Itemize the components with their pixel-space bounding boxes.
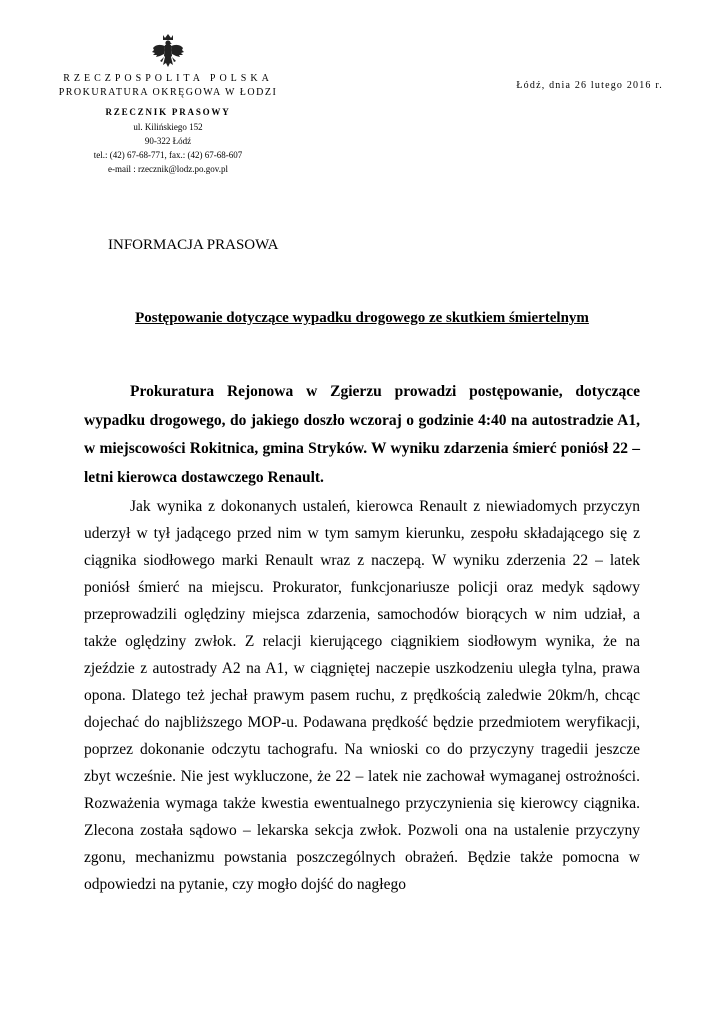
- letterhead-city: 90-322 Łódź: [144, 136, 192, 146]
- polish-eagle-emblem-icon: [151, 32, 185, 70]
- body-paragraph: Jak wynika z dokonanych ustaleń, kierowca Renault z niewiadomych przyczyn uderzył w tył jadącego przed nim w tym samym kierunku, zespołu składającego się z ciągnika siodłowego marki Renault wraz z naczepą. W wyniku zderzenia 22 – latek poniósł śmierć na miejscu. Prokurator, funkcjonariusze policji oraz medyk sądowy przeprowadzili oględziny miejsca zdarzenia, samochodów biorących w nim udział, a także oględziny zwłok. Z relacji kierującego ciągnikiem siodłowym wynika, że na zjeździe z autostrady A2 na A1, w ciągniętej naczepie uszkodzeniu uległa tylna, prawa opona. Dlatego też jechał prawym pasem ruchu, z prędkością zaledwie 20km/h, chcąc dojechać do najbliższego MOP-u. Podawana prędkość będzie przedmiotem weryfikacji, poprzez dokonanie odczytu tachografu. Na wnioski co do przyczyny tragedii jeszcze zbyt wcześnie. Nie jest wykluczone, że 22 – latek nie zachował wymaganej ostrożności. Rozważenia wymaga także kwestia ewentualnego przyczynienia się kierowcy ciągnika. Zlecona została sądowo – lekarska sekcja zwłok. Pozwoli ona na ustalenie przyczyny zgonu, mechanizmu powstania poszczególnych obrażeń. Będzie także pomocna w odpowiedzi na pytanie, czy mogło dojść do nagłego: [84, 498, 640, 893]
- letterhead-email: e-mail : rzecznik@lodz.po.gov.pl: [108, 164, 228, 174]
- lead-paragraph: Prokuratura Rejonowa w Zgierzu prowadzi postępowanie, dotyczące wypadku drogowego, do jakiego doszło wczoraj o godzinie 4:40 na autostradzie A1, w miejscowości Rokitnica, gmina Stryków. W wyniku zdarzenia śmierć poniósł 22 – letni kierowca dostawczego Renault.: [84, 383, 640, 486]
- letterhead-office: PROKURATURA OKRĘGOWA W ŁODZI: [58, 87, 278, 98]
- document-type: INFORMACJA PRASOWA: [108, 237, 279, 253]
- document-title: Postępowanie dotyczące wypadku drogowego ze skutkiem śmiertelnym: [135, 310, 589, 326]
- place-date: Łódź, dnia 26 lutego 2016 r.: [516, 80, 663, 91]
- letterhead: [40, 71, 296, 176]
- letterhead-department: RZECZNIK PRASOWY: [105, 107, 231, 117]
- document-body: [84, 378, 640, 898]
- letterhead-street: ul. Kilińskiego 152: [133, 122, 203, 132]
- letterhead-country: RZECZPOSPOLITA POLSKA: [63, 73, 273, 84]
- letterhead-phone: tel.: (42) 67-68-771, fax.: (42) 67-68-607: [93, 150, 243, 160]
